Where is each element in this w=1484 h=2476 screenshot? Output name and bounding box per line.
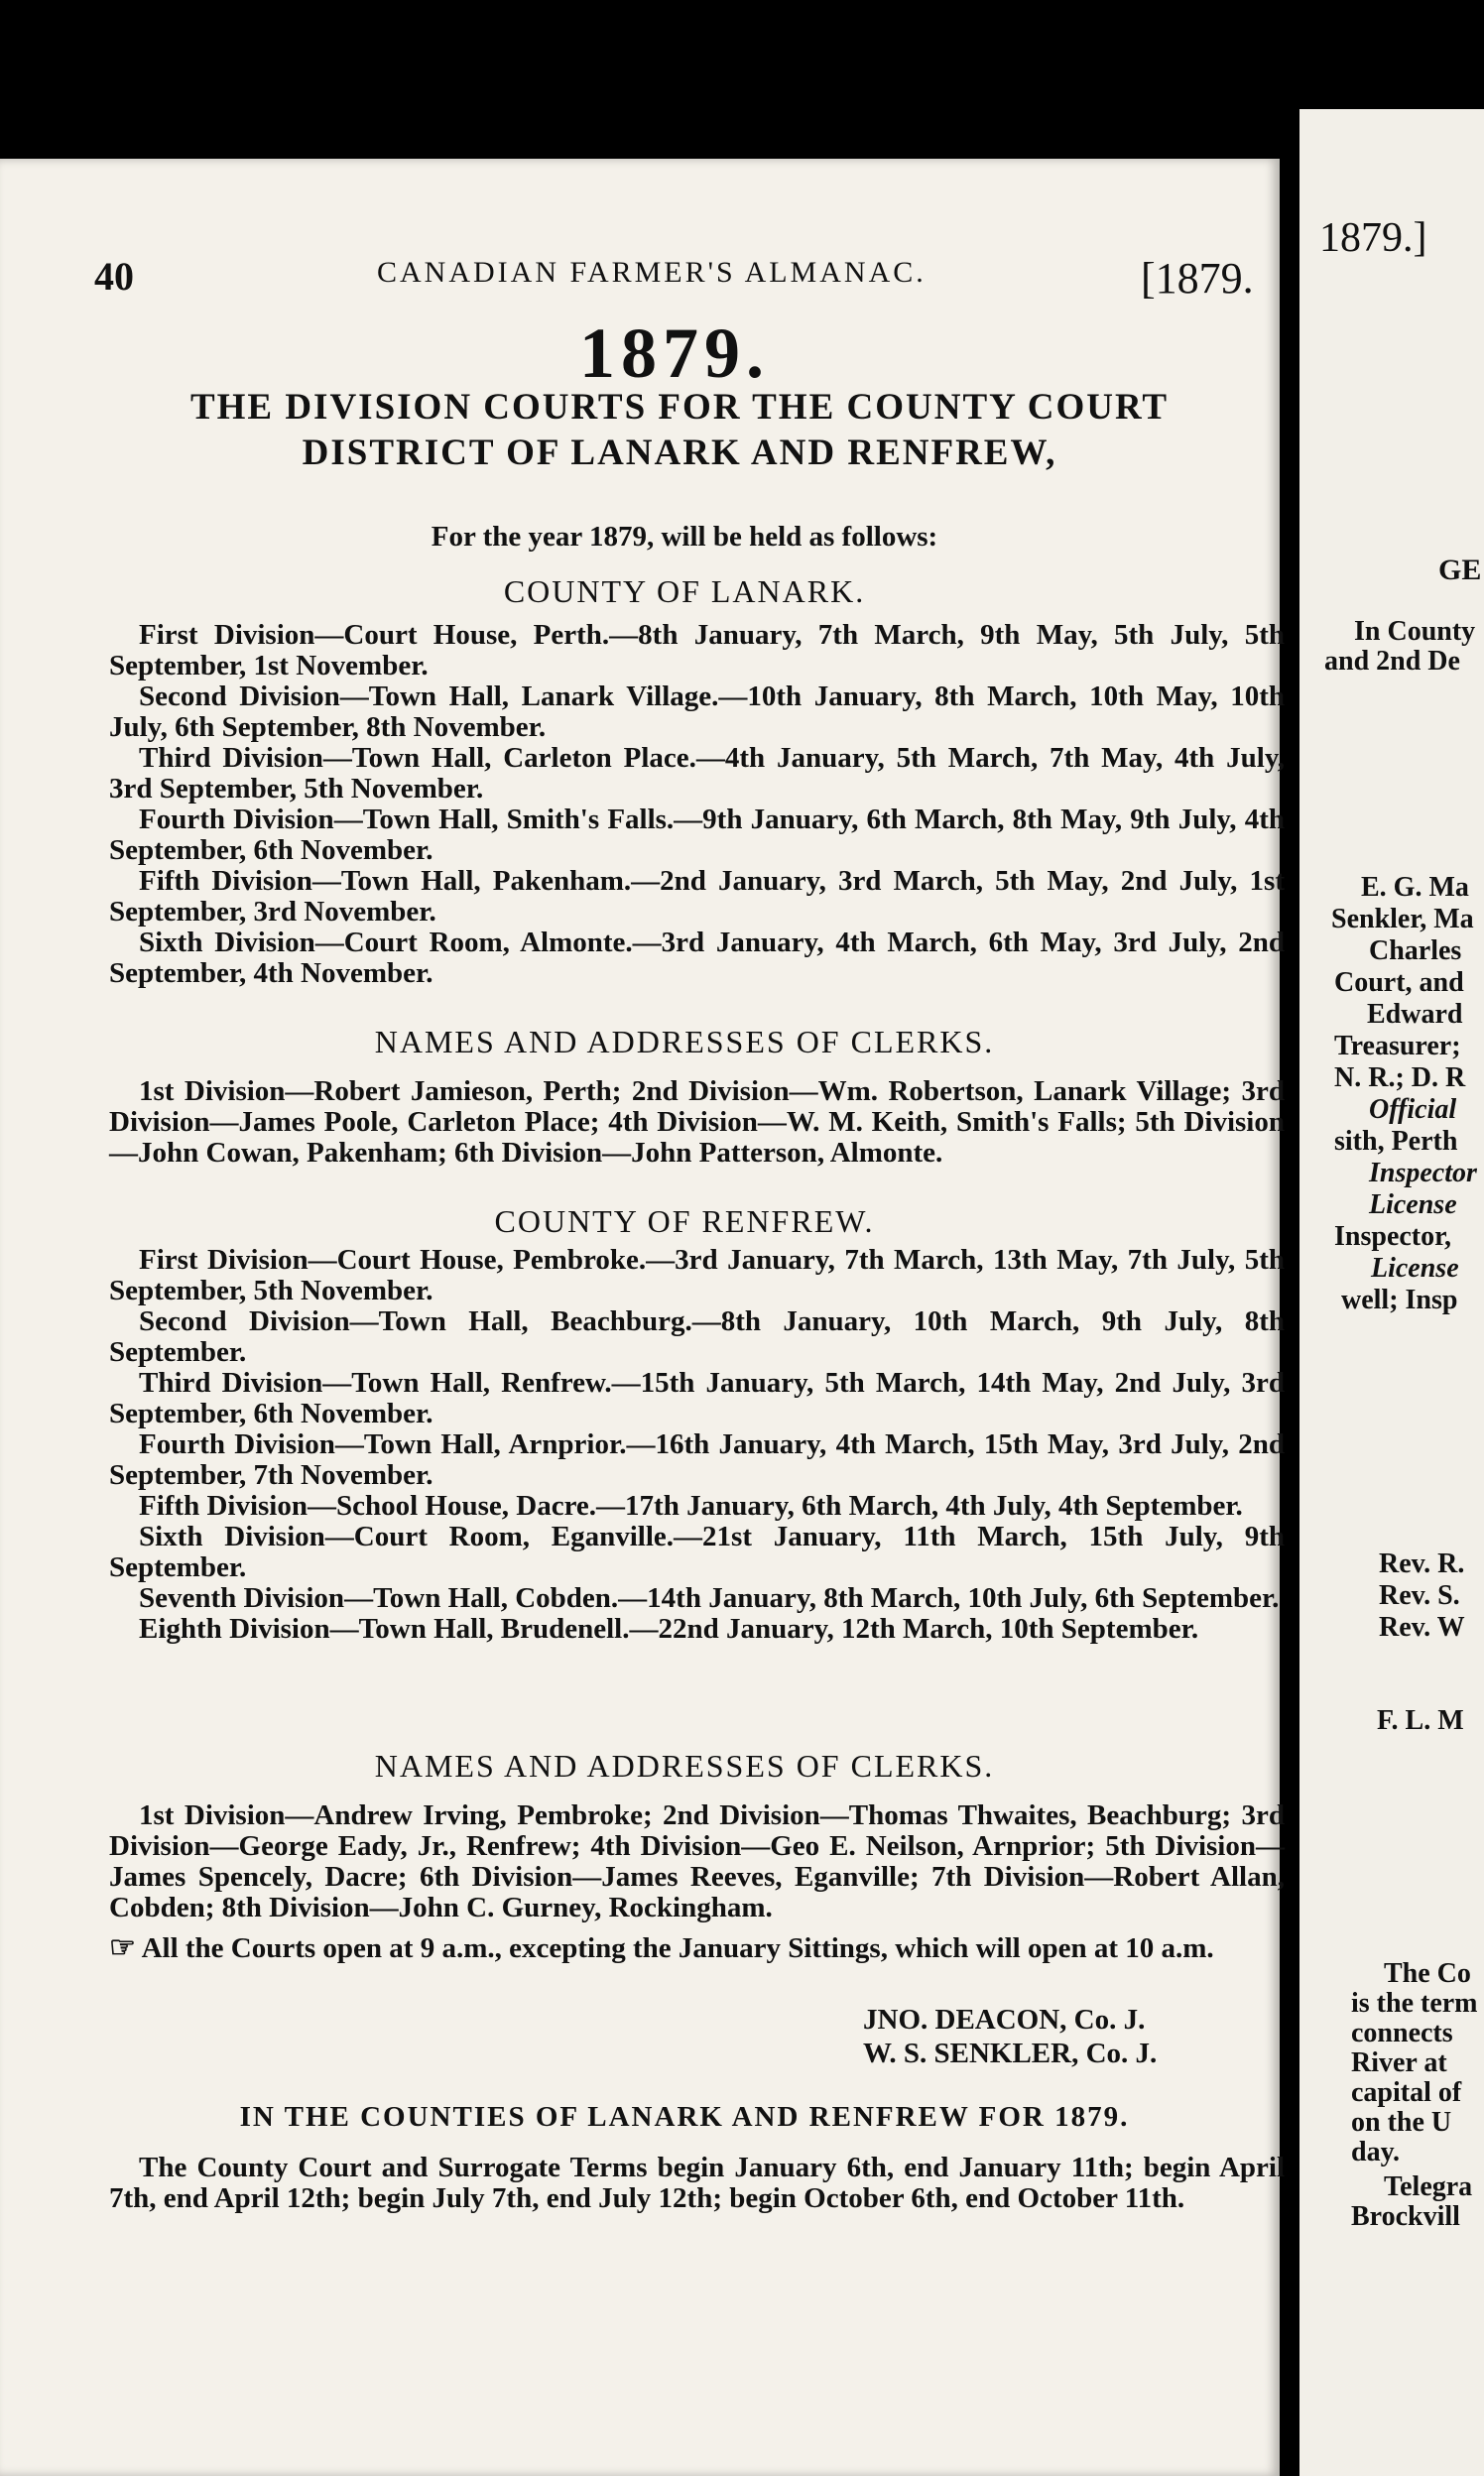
- right-line-1: GE: [1438, 554, 1482, 586]
- right-line-2: In County: [1354, 616, 1476, 647]
- signature-senkler: W. S. SENKLER, Co. J.: [863, 2038, 1158, 2069]
- renfrew-heading: COUNTY OF RENFREW.: [494, 1203, 875, 1239]
- right-line-21: F. L. M: [1377, 1705, 1464, 1736]
- counties-heading: IN THE COUNTIES OF LANARK AND RENFREW FOR 1879.: [239, 2101, 1130, 2133]
- right-year: 1879.]: [1319, 215, 1427, 261]
- right-line-13: Inspector: [1369, 1158, 1477, 1188]
- right-line-18: Rev. R.: [1379, 1548, 1465, 1579]
- right-line-20: Rev. W: [1379, 1612, 1465, 1643]
- note-text: All the Courts open at 9 a.m., excepting the January Sittings, which will open at 10 a.m.: [141, 1932, 1214, 1964]
- right-line-14: License: [1369, 1189, 1457, 1220]
- renfrew-division-7: Seventh Division—Town Hall, Cobden.—14th January, 8th March, 10th July, 6th September.: [139, 1582, 1280, 1614]
- opening-note: [109, 1932, 1285, 1964]
- signature-deacon: JNO. DEACON, Co. J.: [863, 2004, 1146, 2036]
- page-number: 40: [94, 254, 134, 299]
- renfrew-clerks: [109, 1800, 1285, 1923]
- renfrew-division-8: Eighth Division—Town Hall, Brudenell.—22nd January, 12th March, 10th September.: [139, 1613, 1199, 1645]
- big-year: 1879.: [579, 313, 770, 393]
- lanark-clerks: [109, 1076, 1285, 1169]
- right-line-9: Treasurer;: [1334, 1031, 1461, 1061]
- right-line-11: Official: [1369, 1094, 1457, 1125]
- subtitle: For the year 1879, will be held as follows:: [431, 521, 938, 553]
- renfrew-clerks-heading: NAMES AND ADDRESSES OF CLERKS.: [374, 1748, 995, 1784]
- right-line-17: well; Insp: [1341, 1285, 1458, 1315]
- lanark-division-6: Sixth Division—Court Room, Almonte.—3rd January, 4th March, 6th May, 3rd July, 2nd September, 4th November.: [109, 927, 1285, 989]
- right-line-3: and 2nd De: [1324, 646, 1460, 677]
- right-line-7: Court, and: [1334, 967, 1464, 998]
- renfrew-division-1: First Division—Court House, Pembroke.—3rd January, 7th March, 13th May, 7th July, 5th September, 5th November.: [109, 1244, 1285, 1306]
- main-title-line1: THE DIVISION COURTS FOR THE COUNTY COURT: [189, 387, 1170, 428]
- renfrew-clerks-text: 1st Division—Andrew Irving, Pembroke; 2nd Division—Thomas Thwaites, Beachburg; 3rd Division—George Eady, Jr., Renfrew; 4th Division—Geo E. Neilson, Arnprior; 5th Division—James Spencely, Dacre; 6th Division—James Reeves, Eganville; 7th Division—Robert Allan, Cobden; 8th Division—John C. Gurney, Rockingham.: [109, 1799, 1285, 1923]
- right-line-16: License: [1371, 1253, 1459, 1284]
- renfrew-division-4: Fourth Division—Town Hall, Arnprior.—16th January, 4th March, 15th May, 3rd July, 2nd September, 7th November.: [109, 1428, 1285, 1491]
- right-line-26: capital of: [1351, 2077, 1462, 2108]
- right-line-15: Inspector,: [1334, 1221, 1451, 1252]
- right-line-25: River at: [1351, 2047, 1447, 2078]
- renfrew-division-6: Sixth Division—Court Room, Eganville.—21st January, 11th March, 15th July, 9th September.: [109, 1521, 1285, 1583]
- right-line-6: Charles: [1369, 935, 1462, 966]
- lanark-division-3: Third Division—Town Hall, Carleton Place.—4th January, 5th March, 7th May, 4th July, 3rd September, 5th November.: [109, 742, 1285, 805]
- counties-terms-text: The County Court and Surrogate Terms begin January 6th, end January 11th; begin April 7th, end April 12th; begin July 7th, end July 12th; begin October 6th, end October 11th.: [109, 2152, 1285, 2214]
- lanark-heading: COUNTY OF LANARK.: [503, 573, 866, 609]
- renfrew-division-5: Fifth Division—School House, Dacre.—17th January, 6th March, 4th July, 4th September.: [139, 1490, 1243, 1522]
- right-line-5: Senkler, Ma: [1331, 904, 1474, 934]
- right-line-23: is the term: [1351, 1988, 1478, 2019]
- right-line-24: connects: [1351, 2018, 1453, 2048]
- lanark-division-4: Fourth Division—Town Hall, Smith's Falls.—9th January, 6th March, 8th May, 9th July, 4th September, 6th November.: [109, 804, 1285, 866]
- lanark-clerks-heading: NAMES AND ADDRESSES OF CLERKS.: [374, 1024, 995, 1059]
- running-title: CANADIAN FARMER'S ALMANAC.: [377, 256, 927, 289]
- right-line-19: Rev. S.: [1379, 1580, 1460, 1611]
- counties-terms: [109, 2153, 1285, 2214]
- right-line-28: day.: [1351, 2137, 1401, 2167]
- lanark-division-2: Second Division—Town Hall, Lanark Village.—10th January, 8th March, 10th May, 10th July, 6th September, 8th November.: [109, 681, 1285, 743]
- lanark-divisions: [109, 620, 1285, 989]
- main-title-line2: DISTRICT OF LANARK AND RENFREW,: [302, 433, 1057, 473]
- lanark-division-1: First Division—Court House, Perth.—8th January, 7th March, 9th May, 5th July, 5th September, 1st November.: [109, 619, 1285, 681]
- year-bracket: [1879.: [1141, 254, 1254, 303]
- renfrew-division-2: Second Division—Town Hall, Beachburg.—8th January, 10th March, 9th July, 8th September.: [109, 1305, 1285, 1368]
- pointing-hand-icon: ☞: [109, 1931, 136, 1964]
- right-line-30: Brockvill: [1351, 2201, 1460, 2232]
- right-line-10: N. R.; D. R: [1334, 1062, 1466, 1093]
- right-line-12: sith, Perth: [1334, 1126, 1458, 1157]
- lanark-clerks-text: 1st Division—Robert Jamieson, Perth; 2nd Division—Wm. Robertson, Lanark Village; 3rd Division—James Poole, Carleton Place; 4th Division—W. M. Keith, Smith's Falls; 5th Division—John Cowan, Pakenham; 6th Division—John Patterson, Almonte.: [109, 1075, 1285, 1169]
- right-line-4: E. G. Ma: [1361, 872, 1469, 903]
- right-line-22: The Co: [1384, 1958, 1471, 1989]
- right-line-27: on the U: [1351, 2107, 1452, 2138]
- right-line-8: Edward: [1367, 999, 1463, 1030]
- renfrew-divisions: [109, 1245, 1285, 1645]
- right-line-29: Telegra: [1384, 2171, 1473, 2202]
- lanark-division-5: Fifth Division—Town Hall, Pakenham.—2nd January, 3rd March, 5th May, 2nd July, 1st September, 3rd November.: [109, 865, 1285, 928]
- renfrew-division-3: Third Division—Town Hall, Renfrew.—15th January, 5th March, 14th May, 2nd July, 3rd September, 6th November.: [109, 1367, 1285, 1429]
